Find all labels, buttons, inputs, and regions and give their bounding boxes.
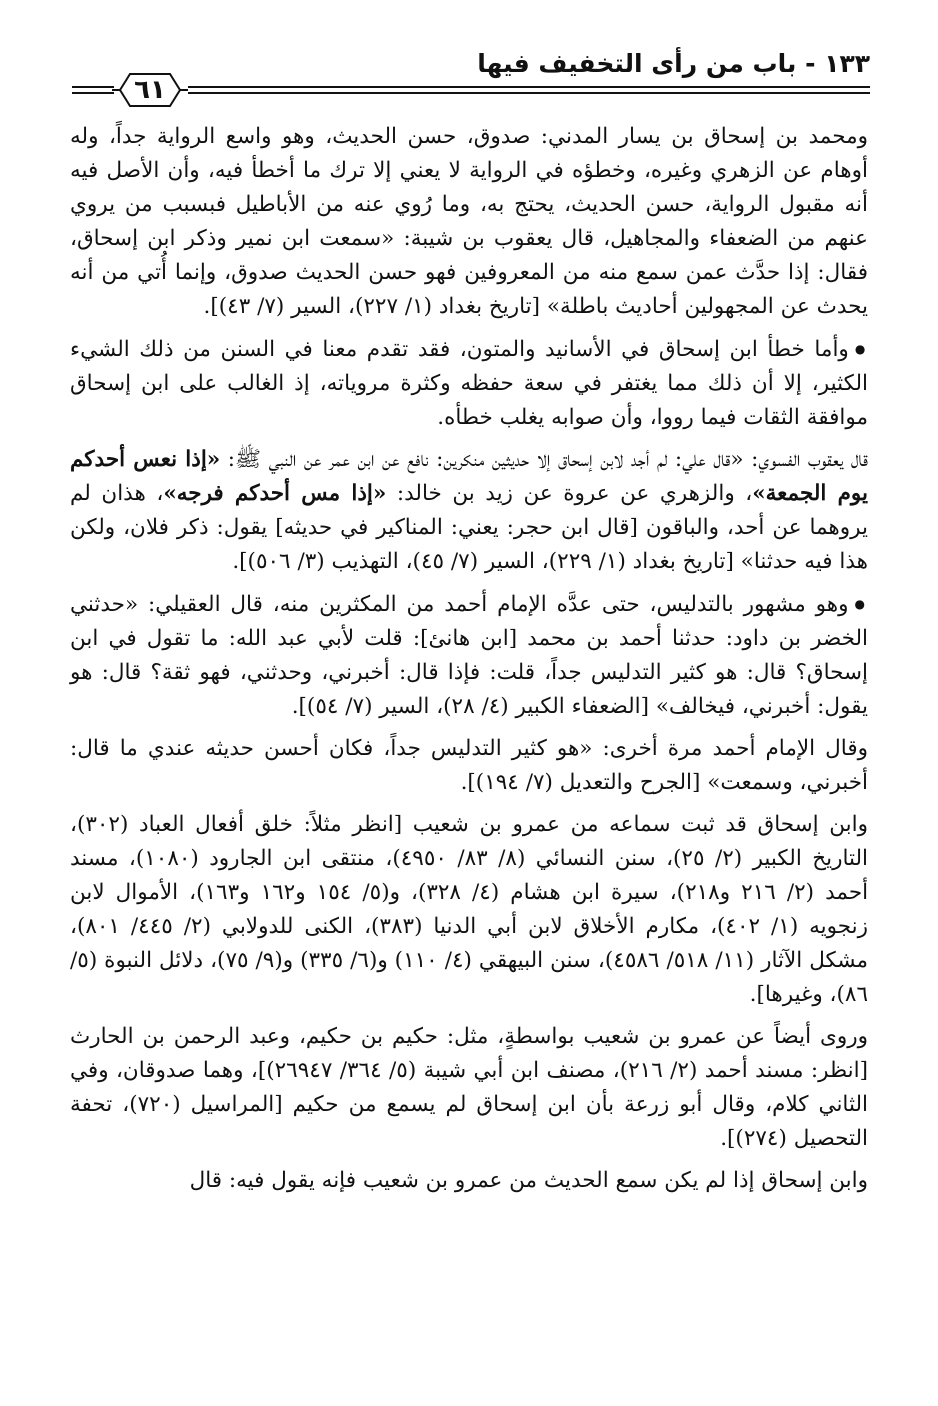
paragraph	[70, 443, 868, 579]
paragraph: ومحمد بن إسحاق بن يسار المدني: صدوق، حسن الحديث، وهو واسع الرواية جداً، وله أوهام عن الزهري وغيره، وخطؤه في الرواية لا يعني إلا ترك ما أخطأ فيه، وأن الأصل فيه أنه مقبول الرواية، حسن الحديث، يحتج به، وما رُوي عنه من الأباطيل فبسبب من يروي عنهم من الضعفاء والمجاهيل، قال يعقوب بن شيبة: «سمعت ابن نمير وذكر ابن إسحاق، فقال: إذا حدَّث عمن سمع منه من المعروفين فهو حسن الحديث صدوق، وإنما أُتي من أنه يحدث عن المجهولين أحاديث باطلة» [تاريخ بغداد (١/ ٢٢٧)، السير (٧/ ٤٣)].	[70, 124, 868, 319]
paragraph-text: ، والزهري عن عروة عن زيد بن خالد:	[386, 481, 753, 506]
header-rule-left	[72, 86, 114, 96]
page-number: ٦١	[134, 75, 166, 105]
paragraph: وابن إسحاق إذا لم يكن سمع الحديث من عمرو بن شعيب فإنه يقول فيه: قال	[189, 1168, 868, 1193]
header-rule-right	[188, 86, 870, 96]
paragraph-text: ، هذان لم يروهما عن أحد، والباقون [قال ابن حجر: يعني: المناكير في حديثه] يقول: ذكر فلان، ولكن هذا فيه حدثنا» [تاريخ بغداد (١/ ٢٢٩)، السير (٧/ ٤٥)، التهذيب (٣/ ٥٠٦)].	[70, 481, 868, 574]
hadith-quote: «إذا مس أحدكم فرجه»	[163, 481, 387, 506]
bullet-paragraph: ● وأما خطأ ابن إسحاق في الأسانيد والمتون، فقد تقدم معنا في السنن من ذلك الشيء الكثير، إلا أن ذلك مما يغتفر في سعة حفظه وكثرة مروياته، إذ الغالب على ابن إسحاق موافقة الثقات فيما رووا، وأن صوابه يغلب خطأه.	[70, 332, 868, 435]
running-title: ١٣٣ - باب من رأى التخفيف فيها	[477, 49, 870, 78]
paragraph: وابن إسحاق قد ثبت سماعه من عمرو بن شعيب [انظر مثلاً: خلق أفعال العباد (٣٠٢)، التاريخ الكبير (٢/ ٢٥)، سنن النسائي (٨/ ٨٣/ ٤٩٥٠)، منتقى ابن الجارود (١٠٨٠)، مسند أحمد (٢/ ٢١٦ و٢١٨)، سيرة ابن هشام (٤/ ٣٢٨)، و(٥/ ١٥٤ و١٦٢ و١٦٣)، الأموال لابن زنجويه (١/ ٤٠٢)، مكارم الأخلاق لابن أبي الدنيا (٣٨٣)، الكنى للدولابي (٢/ ٤٤٥/ ٨٠١)، مشكل الآثار (١١/ ٥١٨/ ٤٥٨٦)، سنن البيهقي (٤/ ١١٠) و(٦/ ٣٣٥) و(٩/ ٧٥)، دلائل النبوة (٥/ ٨٦)، وغيرها].	[70, 812, 869, 1007]
page-number-badge	[112, 68, 188, 112]
paragraph-text: قال يعقوب الفسوي: «قال علي: لم أجد لابن إسحاق إلا حديثين منكرين: نافع عن ابن عمر عن النبي ﷺ:	[220, 447, 868, 472]
bullet-paragraph: ● وهو مشهور بالتدليس، حتى عدَّه الإمام أحمد من المكثرين منه، قال العقيلي: «حدثني الخضر بن داود: حدثنا أحمد بن محمد [ابن هانئ]: قلت لأبي عبد الله: ما تقول في ابن إسحاق؟ قال: هو كثير التدليس جداً، قلت: فإذا قال: أخبرني، وحدثني، فهو ثقة؟ قال: هو يقول: أخبرني، فيخالف» [الضعفاء الكبير (٤/ ٢٨)، السير (٧/ ٥٤)].	[70, 587, 868, 724]
page-header	[72, 44, 870, 124]
paragraph: وقال الإمام أحمد مرة أخرى: «هو كثير التدليس جداً، فكان أحسن حديثه عندي ما قال: أخبرني، وسمعت» [الجرح والتعديل (٧/ ١٩٤)].	[70, 736, 868, 795]
paragraph: وروى أيضاً عن عمرو بن شعيب بواسطةٍ، مثل: حكيم بن حكيم، وعبد الرحمن بن الحارث [انظر: مسند أحمد (٢/ ٢١٦)، مصنف ابن أبي شيبة (٥/ ٣٦٤/ ٢٦٩٤٧)]، وهما صدوقان، وفي الثاني كلام، وقال أبو زرعة بأن ابن إسحاق لم يسمع من حكيم [المراسيل (٧٢٠)، تحفة التحصيل (٢٧٤)].	[70, 1024, 869, 1151]
page-body	[70, 120, 868, 1206]
hadith-quote: «إذا نعس أحدكم يوم الجمعة»	[70, 447, 868, 506]
